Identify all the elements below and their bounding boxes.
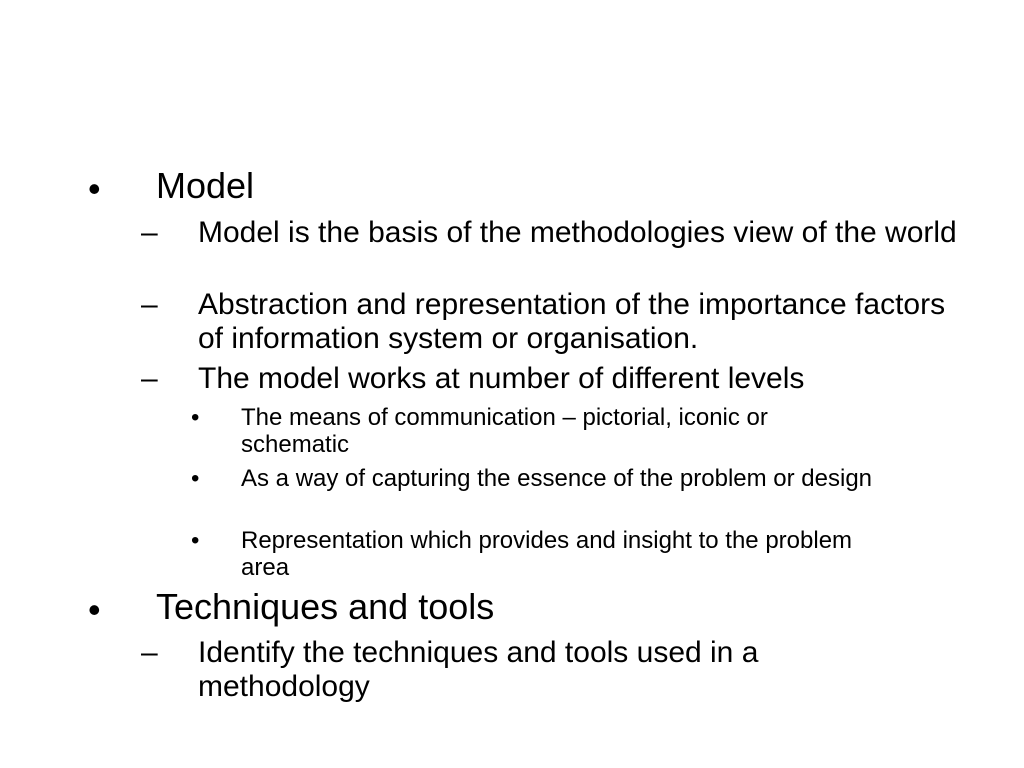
subpoint-identify-techniques: [141, 636, 961, 706]
subpoint-text: Identify the techniques and tools used in a methodology: [198, 636, 759, 703]
bullet-marker: •: [191, 404, 200, 431]
dash-marker: –: [141, 362, 158, 395]
subpoint-levels: [141, 362, 961, 398]
level3-capturing-essence: [191, 465, 911, 521]
bullet-marker: •: [88, 589, 101, 630]
bullet-marker: •: [191, 527, 200, 554]
level3-representation: [191, 527, 911, 583]
bullet-techniques-and-tools: [88, 586, 948, 630]
bullet-marker: •: [191, 465, 200, 492]
bullet-marker: •: [88, 168, 101, 209]
section-heading-model: Model: [156, 165, 255, 206]
subpoint-model-basis: [141, 216, 961, 286]
level3-means-of-communication: [191, 404, 911, 460]
level3-text: Representation which provides and insight to the problem area: [241, 527, 853, 581]
subpoint-abstraction: [141, 288, 961, 358]
level3-text: As a way of capturing the essence of the problem or design: [241, 465, 873, 492]
dash-marker: –: [141, 636, 158, 669]
subpoint-text: Abstraction and representation of the importance factors of information system or organisation.: [198, 288, 946, 355]
dash-marker: –: [141, 288, 158, 321]
level3-text: The means of communication – pictorial, iconic or schematic: [241, 404, 768, 458]
subpoint-text: The model works at number of different levels: [198, 362, 805, 395]
dash-marker: –: [141, 216, 158, 249]
subpoint-text: Model is the basis of the methodologies view of the world: [198, 216, 957, 249]
bullet-model: [88, 165, 948, 209]
section-heading-techniques: Techniques and tools: [156, 586, 495, 627]
